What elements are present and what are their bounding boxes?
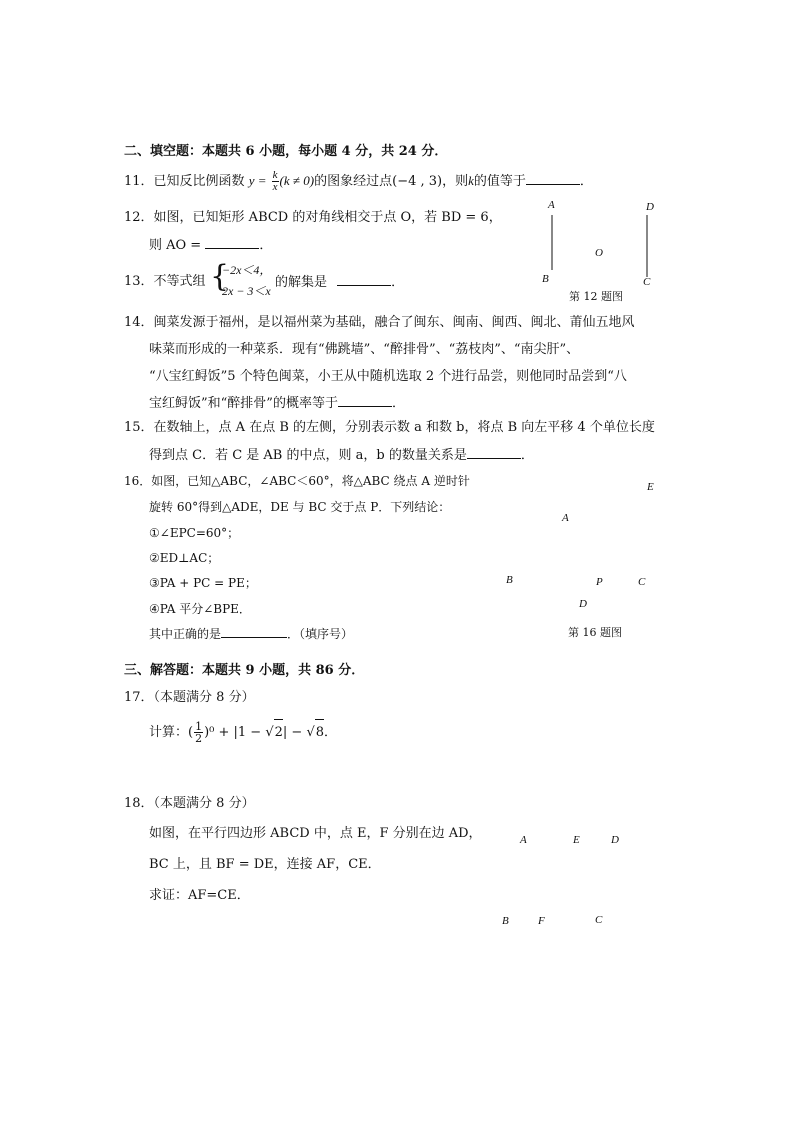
q17-expression <box>149 719 337 746</box>
q16-caption: 第 16 题图 <box>568 626 622 639</box>
q14-number: 14． <box>124 315 154 330</box>
q18-label-f: F <box>538 915 545 927</box>
q17-fraction <box>194 721 203 744</box>
q12-label-o: O <box>595 247 603 259</box>
question-14 <box>124 314 635 332</box>
q16-answer-post: ．（填序号） <box>287 627 354 641</box>
q11-text-pre: 已知反比例函数 <box>153 174 245 189</box>
q16-conclusion-4: ④PA 平分∠BPE． <box>149 602 251 616</box>
q16-label-p: P <box>596 576 603 588</box>
q12-line2-text: 则 AO = <box>149 238 202 253</box>
q11-frac-den: x <box>272 181 278 193</box>
q13-brace: { <box>210 259 230 294</box>
q15-line2-text: 得到点 C．若 C 是 AB 的中点，则 a，b 的数量关系是 <box>149 448 467 463</box>
q15-answer-blank[interactable] <box>467 446 521 459</box>
question-12 <box>124 209 502 227</box>
q18-label-c: C <box>595 914 603 926</box>
q17-sqrt8: 8 <box>315 719 324 746</box>
q17-period: ． <box>324 725 338 740</box>
q18-line3: 求证：AF=CE． <box>149 888 250 903</box>
q16-conclusion-3: ③PA + PC = PE； <box>149 576 257 590</box>
q18-label-a: A <box>520 834 527 846</box>
q13-text-pre: 不等式组 <box>153 274 206 289</box>
q11-answer-blank[interactable] <box>526 172 580 185</box>
question-16 <box>124 472 470 490</box>
q16-label-d: D <box>579 598 587 610</box>
q12-label-c: C <box>643 276 651 288</box>
q16-label-b: B <box>506 574 513 586</box>
q11-text-mid: 的图象经过点 <box>314 174 393 189</box>
q15-period: ． <box>520 448 534 463</box>
q12-period: ． <box>259 238 273 253</box>
q17-score: （本题满分 8 分） <box>153 690 255 705</box>
q17-mid: | − <box>282 725 307 740</box>
q16-answer-pre: 其中正确的是 <box>149 627 222 641</box>
q12-answer-blank[interactable] <box>205 236 259 249</box>
q16-line1: 如图，已知△ABC，∠ABC＜60°，将△ABC 绕点 A 逆时针 <box>151 474 470 488</box>
q16-number: 16． <box>124 474 152 488</box>
q14-line2: 味菜而形成的一种菜系．现有“佛跳墙”、“醉排骨”、“荔枝肉”、“南尖肝”、 <box>149 342 580 357</box>
q14-answer-blank[interactable] <box>338 394 392 407</box>
q14-line1: 闽菜发源于福州，是以福州菜为基础，融合了闽东、闽南、闽西、闽北、莆仙五地风 <box>153 315 635 330</box>
q13-text-post: 的解集是 <box>275 275 328 290</box>
question-11 <box>124 170 593 193</box>
section2-header: 二、填空题：本题共 6 小题，每小题 4 分，共 24 分． <box>124 144 448 159</box>
q18-label-e: E <box>573 834 580 846</box>
q14-line4 <box>149 394 405 413</box>
q11-k: k <box>468 173 474 188</box>
q18-label-b: B <box>502 915 509 927</box>
q11-point: (−4 , 3) <box>392 174 443 189</box>
q11-text-end: 的值等于 <box>473 174 526 189</box>
q13-tail <box>275 273 404 292</box>
q16-answer-blank[interactable] <box>221 625 287 638</box>
q12-line2 <box>149 236 272 255</box>
q12-label-d: D <box>646 201 654 213</box>
q11-fraction <box>272 170 279 193</box>
q17-calc-pre: 计算：( <box>149 725 194 740</box>
q13-number: 13． <box>124 274 154 289</box>
question-17 <box>124 689 255 707</box>
q17-sqrt2: 2 <box>274 719 283 746</box>
q11-period: ． <box>579 174 593 189</box>
q13-ineq2: 2x − 3＜x <box>222 284 271 298</box>
question-13 <box>124 273 206 291</box>
q18-label-d: D <box>611 834 619 846</box>
q11-number: 11． <box>124 174 154 189</box>
q11-condition: (k ≠ 0) <box>279 173 315 188</box>
question-18 <box>124 795 255 813</box>
q11-frac-num: k <box>272 169 278 181</box>
q13-period: ． <box>391 275 405 290</box>
q12-line1: 如图，已知矩形 ABCD 的对角线相交于点 O，若 BD = 6， <box>153 210 502 225</box>
q14-period: ． <box>391 396 405 411</box>
q18-line2: BC 上，且 BF = DE，连接 AF，CE． <box>149 857 381 872</box>
section3-header: 三、解答题：本题共 9 小题，共 86 分． <box>124 663 365 678</box>
q17-number: 17． <box>124 690 154 705</box>
q18-score: （本题满分 8 分） <box>153 796 255 811</box>
q16-answer-line <box>149 625 353 643</box>
q18-number: 18． <box>124 796 154 811</box>
q13-ineq1: −2x＜4， <box>222 263 272 277</box>
q17-frac-num: 1 <box>195 720 203 733</box>
q11-y-eq: y = <box>248 173 267 188</box>
question-15 <box>124 419 655 437</box>
q12-label-b: B <box>542 273 549 285</box>
q13-answer-blank[interactable] <box>337 273 391 286</box>
q16-line2: 旋转 60°得到△ADE，DE 与 BC 交于点 P．下列结论： <box>149 500 451 514</box>
q15-number: 15． <box>124 420 154 435</box>
q15-line1: 在数轴上，点 A 在点 B 的左侧，分别表示数 a 和数 b，将点 B 向左平移 4 个单位长度 <box>153 420 655 435</box>
q17-exp: )⁰ + |1 − <box>204 725 266 740</box>
q16-conclusion-1: ①∠EPC=60°； <box>149 526 240 540</box>
q16-label-e: E <box>647 481 654 493</box>
q12-caption: 第 12 题图 <box>569 290 623 303</box>
q17-sqrt-sign-2: √ <box>306 725 315 740</box>
q14-line4-text: 宝红鲟饭”和“醉排骨”的概率等于 <box>149 396 338 411</box>
q18-line1: 如图，在平行四边形 ABCD 中，点 E，F 分别在边 AD， <box>149 826 482 841</box>
q16-conclusion-2: ②ED⊥AC； <box>149 551 220 565</box>
q11-text-post: ，则 <box>442 174 469 189</box>
q14-line3: “八宝红鲟饭”5 个特色闽菜，小王从中随机选取 2 个进行品尝，则他同时品尝到“八 <box>149 369 627 384</box>
q12-number: 12． <box>124 210 154 225</box>
q16-label-a: A <box>562 512 569 524</box>
q17-frac-den: 2 <box>195 732 203 745</box>
q17-sqrt-sign-1: √ <box>265 725 274 740</box>
q16-label-c: C <box>638 576 646 588</box>
q15-line2 <box>149 446 534 465</box>
q12-label-a: A <box>548 199 555 211</box>
